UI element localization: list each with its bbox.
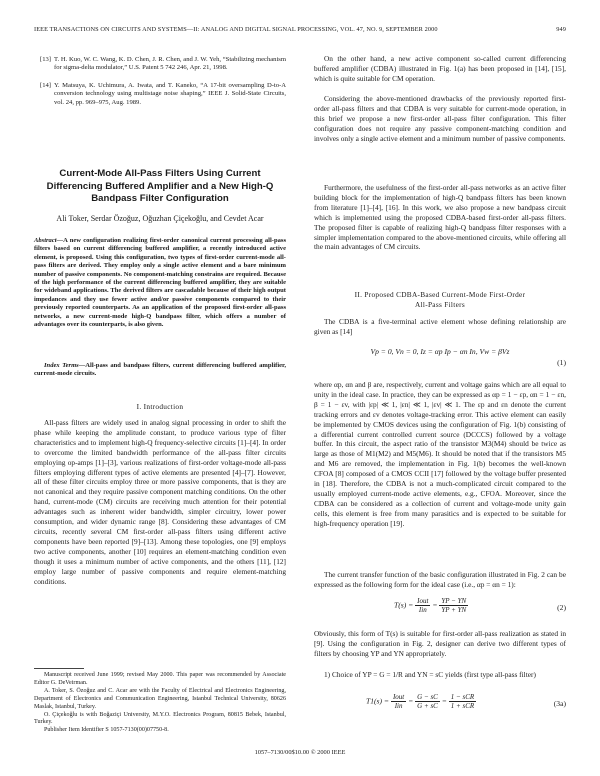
right-paragraph-3: Furthermore, the usefulness of the first-order all-pass networks as an active filter building block for the implementation of high-Q bandpass filters has been known from literature [1]–[4], [16]. In this work, we also propose a new bandpass circuit which is implemented using the proposed CDBA-based first-order all-pass filters. The proposed filter is capable of realizing high-Q bandpass filter responses with a simpler implementation compared to the above-mentioned circuits, while offering all the main advantages of CM circuits. bbox=[314, 183, 566, 252]
fraction bbox=[415, 597, 430, 614]
index-terms-text: All-pass and bandpass filters, current differencing buffered amplifier, current-mode circuits. bbox=[34, 362, 286, 378]
equation-number: (2) bbox=[557, 603, 566, 612]
numerator: Iout bbox=[392, 693, 405, 701]
fraction bbox=[415, 693, 440, 710]
running-header bbox=[34, 26, 566, 33]
reference-number: [14] bbox=[40, 82, 51, 89]
reference-13 bbox=[34, 56, 286, 73]
numerator: YP − YN bbox=[441, 597, 467, 605]
right-paragraph-2: Considering the above-mentioned drawbacks of the previously reported first-order all-pass filters and that CDBA is very suitable for current-mode operation, in this brief we propose a new first-order all-pass filter configuration. This filter configuration does not require any passive component-matching condition and involves only a single active element and a minimum number of passive components. bbox=[314, 94, 566, 143]
equation-lhs: T(s) = bbox=[394, 600, 414, 610]
section-heading-line: All-Pass Filters bbox=[414, 299, 465, 309]
section2-paragraph-1: The CDBA is a five-terminal active element whose defining relationship are given as [14] bbox=[314, 317, 566, 336]
equation-text: Vp = 0, Vn = 0, Iz = αp Ip − αn In, Vw = βVz bbox=[370, 347, 510, 356]
reference-text: Y. Matsuya, K. Uchimura, A. Iwata, and T. Kaneko, “A 17-bit oversampling D-to-A conversion technology using multistage noise shaping,” IEEE J. Solid-State Circuits, vol. 24, pp. 969–975, Aug. 1989. bbox=[54, 82, 286, 106]
reference-14 bbox=[34, 82, 286, 107]
section-heading-2 bbox=[314, 290, 566, 310]
abstract-label: Abstract— bbox=[34, 237, 64, 244]
right-paragraph-1: On the other hand, a new active component so-called current differencing buffered amplifier (CDBA) illustrated in Fig. 1(a) has been proposed in [14], [15], which is quite suitable for CM operation. bbox=[314, 54, 566, 83]
equation-1 bbox=[314, 347, 566, 367]
footnote-line: A. Toker, S. Özoğuz and C. Acar are with the Faculty of Electrical and Electronics Engineering, Department of Electronics and Communication Engineering, Istanbul Technical University, 80626 Maslak, Istanbul, Turkey. bbox=[34, 687, 286, 710]
paper-authors: Ali Toker, Serdar Özoğuz, Oğuzhan Çiçekoğlu, and Cevdet Acar bbox=[56, 214, 264, 223]
footnote-line: Publisher Item Identifier S 1057-7130(00)07750-8. bbox=[44, 727, 169, 734]
index-terms bbox=[34, 362, 286, 379]
footnote bbox=[34, 672, 286, 735]
list-item-1: 1) Choice of YP = G = 1/R and YN = sC yields (first type all-pass filter) bbox=[324, 670, 536, 679]
section2-paragraph-4: Obviously, this form of T(s) is suitable for first-order all-pass realization as stated in [9]. Using the configuration in Fig. 2, designer can derive two different types of filters by choosing YP and YN appropriately. bbox=[314, 629, 566, 658]
reference-number: [13] bbox=[40, 56, 51, 63]
abstract-text: A new configuration realizing first-order canonical current processing all-pass filters based on current differencing buffered amplifier, a recently introduced active element, is proposed. Using this configuration, two types of first-order current-mode all-pass filters are derived. They employ only a single active element and a bare minimum number of passive components. No component-matching constrains are required. Because of the high performance of the current differencing buffered amplifier, they are suitable for wideband applications. The derived filters are cascadable because of their high output impedances and they use fewer active and/or passive components compared to their previously reported counterparts. As an application of the proposed first-order all-pass networks, a new current-mode high-Q bandpass filter, which offers a number of advantages over its counterparts, is also given. bbox=[34, 237, 286, 329]
section-heading-introduction: I. Introduction bbox=[136, 402, 184, 411]
numerator: 1 − sCR bbox=[450, 693, 475, 701]
denominator: Iin bbox=[418, 606, 427, 614]
denominator: G + sC bbox=[417, 702, 438, 710]
footnote-line: O. Çiçekoğlu is with Boğaziçi University, M.Y.O. Electronics Program, 80815 Bebek, Istanbul, Turkey. bbox=[34, 711, 286, 726]
equation-number: (1) bbox=[557, 358, 566, 367]
equals-sign: = bbox=[432, 600, 438, 610]
page-number: 949 bbox=[556, 26, 566, 33]
index-terms-label: Index Terms— bbox=[44, 362, 86, 369]
fraction bbox=[439, 597, 468, 614]
denominator: YP + YN bbox=[441, 606, 467, 614]
numerator: Iout bbox=[417, 597, 429, 605]
denominator: Iin bbox=[394, 702, 403, 710]
numerator: G − sC bbox=[417, 693, 438, 701]
copyright-footer: 1057–7130/00$10.00 © 2000 IEEE bbox=[254, 749, 346, 756]
equation-lhs: T1(s) = bbox=[366, 696, 390, 706]
paper-title: Current-Mode All-Pass Filters Using Current Differencing Buffered Amplifier and a New High-Q Bandpass Filter Configuration bbox=[46, 168, 274, 204]
fraction bbox=[449, 693, 476, 710]
fraction bbox=[391, 693, 406, 710]
section2-paragraph-3: The current transfer function of the basic configuration illustrated in Fig. 2 can be expressed as the following form for the ideal case (i.e., αp = αn = 1): bbox=[314, 570, 566, 589]
footnote-rule bbox=[34, 668, 84, 669]
denominator: 1 + sCR bbox=[450, 702, 475, 710]
abstract bbox=[34, 237, 286, 329]
section2-paragraph-2: where αp, αn and β are, respectively, current and voltage gains which are all equal to unity in the ideal case. In practice, they can be expressed as αp = 1 − εp, αn = 1 − εn, β = 1 − εv, with |εp| ≪ 1, |εn| ≪ 1, |εv| ≪ 1. The εp and εn denote the current tracking errors and εv denotes voltage-tracking error. This active element can easily be implemented by CMOS devices using the configuration of Fig. 1(b) consisting of a differential current controlled current source (DCCCS) followed by a voltage buffer. In this circuit, the aspect ratio of the transistor M3(M4) should be twice as large as those of M1(M2) and M5(M6). It should be noted that if the transistors M5 and M6 are removed, the implementation in Fig. 1(b) becomes the well-known CFOA [8] composed of a CMOS CCII [17] followed by the voltage buffer presented in [18]. Therefore, the CDBA is not a much-complicated circuit compared to the usually employed current-mode active elements, e.g., CFOA. Moreover, since the CDBA can be considered as a collection of current and voltage-mode unity gain cells, this element is free from many parasitics and is expected to be suitable for high-frequency operation [19]. bbox=[314, 380, 566, 528]
intro-paragraph: All-pass filters are widely used in analog signal processing in order to shift the phase while keeping the amplitude constant, to produce various type of filter characteristics and to implement high-Q frequency-selective circuits [1]–[4]. In order to overcome the limited bandwidth performance of the all-pass filter circuits employing op-amps [1]–[3], various realizations of first-order voltage-mode all-pass filters employing different types of active elements are presented [4]–[7]. However, all of these filter circuits employ three or more passive components, that is they are not canonical and they require passive component matching conditions. On the other hand, current-mode (CM) circuits are receiving much attention for their potential advantages such as inherent wider bandwidth, simpler circuitry, lower power consumption, and wider dynamic range [8]. Considering these advantages of CM circuits, recently several CM first-order all-pass filters using different active components have been reported [9]–[13]. Among these topologies, one [9] employs two active components, another [10] requires an element-matching condition even though it uses a minimum number of active components, and the others [11], [12] employ large number of passive components and require element-matching conditions. bbox=[34, 418, 286, 586]
equation-number: (3a) bbox=[553, 699, 566, 708]
section-heading-line: II. Proposed CDBA-Based Current-Mode First-Order bbox=[354, 290, 526, 299]
footnote-line: Manuscript received June 1999; revised May 2000. This paper was recommended by Associate Editor G. DeVeirman. bbox=[34, 672, 286, 686]
journal-name: IEEE TRANSACTIONS ON CIRCUITS AND SYSTEMS—II: ANALOG AND DIGITAL SIGNAL PROCESSING, VOL. 47, NO. 9, SEPTEMBER 2000 bbox=[34, 26, 438, 33]
reference-text: T. H. Kuo, W. C. Wang, K. D. Chen, J. R. Chen, and J. W. Yeh, “Stabilizing mechanism for sigma-delta modulator,” U.S. Patent 5 742 246, Apr. 21, 1998. bbox=[54, 56, 286, 72]
